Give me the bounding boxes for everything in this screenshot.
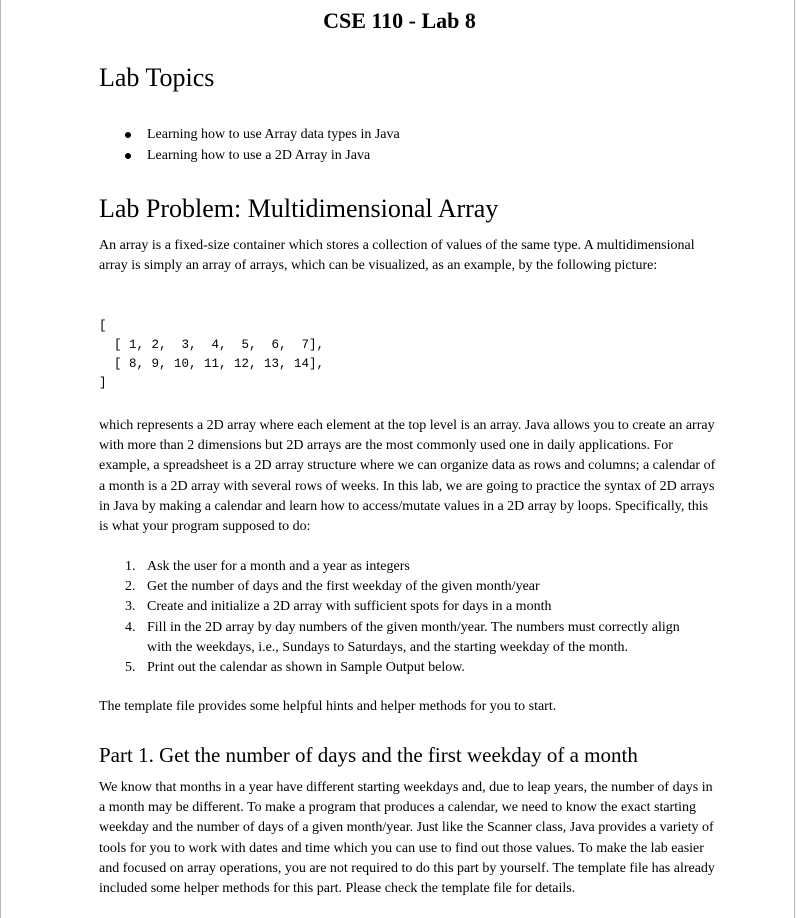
lab-topics-heading: Lab Topics — [99, 63, 215, 92]
code-line: [ 8, 9, 10, 11, 12, 13, 14], — [99, 357, 325, 371]
part1-heading: Part 1. Get the number of days and the first weekday of a month — [99, 743, 638, 767]
step-text: Get the number of days and the first weekday of the given month/year — [147, 579, 540, 595]
program-steps-list — [99, 557, 699, 678]
array-code-example — [99, 317, 324, 393]
code-line: [ 1, 2, 3, 4, 5, 6, 7], — [99, 338, 325, 352]
list-item — [99, 597, 699, 617]
step-number: 4. — [125, 619, 136, 635]
list-item — [99, 577, 699, 597]
description-paragraph: which represents a 2D array where each element at the top level is an array. Java allows you to create an array with more than 2 dimensions but 2D arrays are the most commonly used one in daily applications. For example, a spreadsheet is a 2D array structure where we can organize data as rows and columns; a calendar of a month is a 2D array with several rows of weeks. In this lab, we are going to practice the syntax of 2D arrays in Java by making a calendar and learn how to access/mutate values in a 2D array by loops. Specifically, this is what your program supposed to do: — [99, 418, 716, 535]
step-number: 1. — [125, 559, 136, 574]
step-text: Print out the calendar as shown in Sample Output below. — [147, 660, 465, 676]
template-note-paragraph: The template file provides some helpful hints and helper methods for you to start. — [99, 699, 557, 714]
list-item — [99, 618, 699, 658]
document-title: CSE 110 - Lab 8 — [323, 8, 476, 33]
lab-problem-heading: Lab Problem: Multidimensional Array — [99, 194, 499, 223]
part1-paragraph: We know that months in a year have different starting weekdays and, due to leap years, the number of days in a month may be different. To make a program that produces a calendar, we need to know the exact starting weekday and the number of days of a given month/year. Just like the Scanner class, Java provides a variety of tools for you to work with dates and time which you can use to find out those values. To make the lab easier and focused on array operations, you are not required to do this part by yourself. The template file has already included some helper methods for this part. Please check the template file for details. — [99, 780, 715, 897]
code-line: ] — [99, 376, 107, 390]
lab-problem-description — [99, 416, 719, 537]
step-number: 5. — [125, 660, 136, 676]
step-text: Create and initialize a 2D array with sufficient spots for days in a month — [147, 599, 552, 615]
step-text: Ask the user for a month and a year as integers — [147, 559, 410, 574]
intro-paragraph: An array is a fixed-size container which stores a collection of values of the same type. A multidimensional array is simply an array of arrays, which can be visualized, as an example, by the following picture: — [99, 238, 695, 274]
list-item: Learning how to use a 2D Array in Java — [99, 146, 400, 167]
step-text: Fill in the 2D array by day numbers of the given month/year. The numbers must correctly align with the weekdays, i.e., Sundays to Saturdays, and the starting weekday of the month. — [147, 619, 680, 655]
part1-body — [99, 778, 719, 899]
step-number: 2. — [125, 579, 136, 595]
list-item: Learning how to use Array data types in Java — [99, 125, 400, 146]
template-note — [99, 697, 719, 717]
lab-problem-intro — [99, 236, 719, 276]
step-number: 3. — [125, 599, 136, 615]
list-item — [99, 557, 699, 577]
code-line: [ — [99, 319, 107, 333]
list-item — [99, 658, 699, 678]
lab-topics-list — [99, 125, 400, 166]
